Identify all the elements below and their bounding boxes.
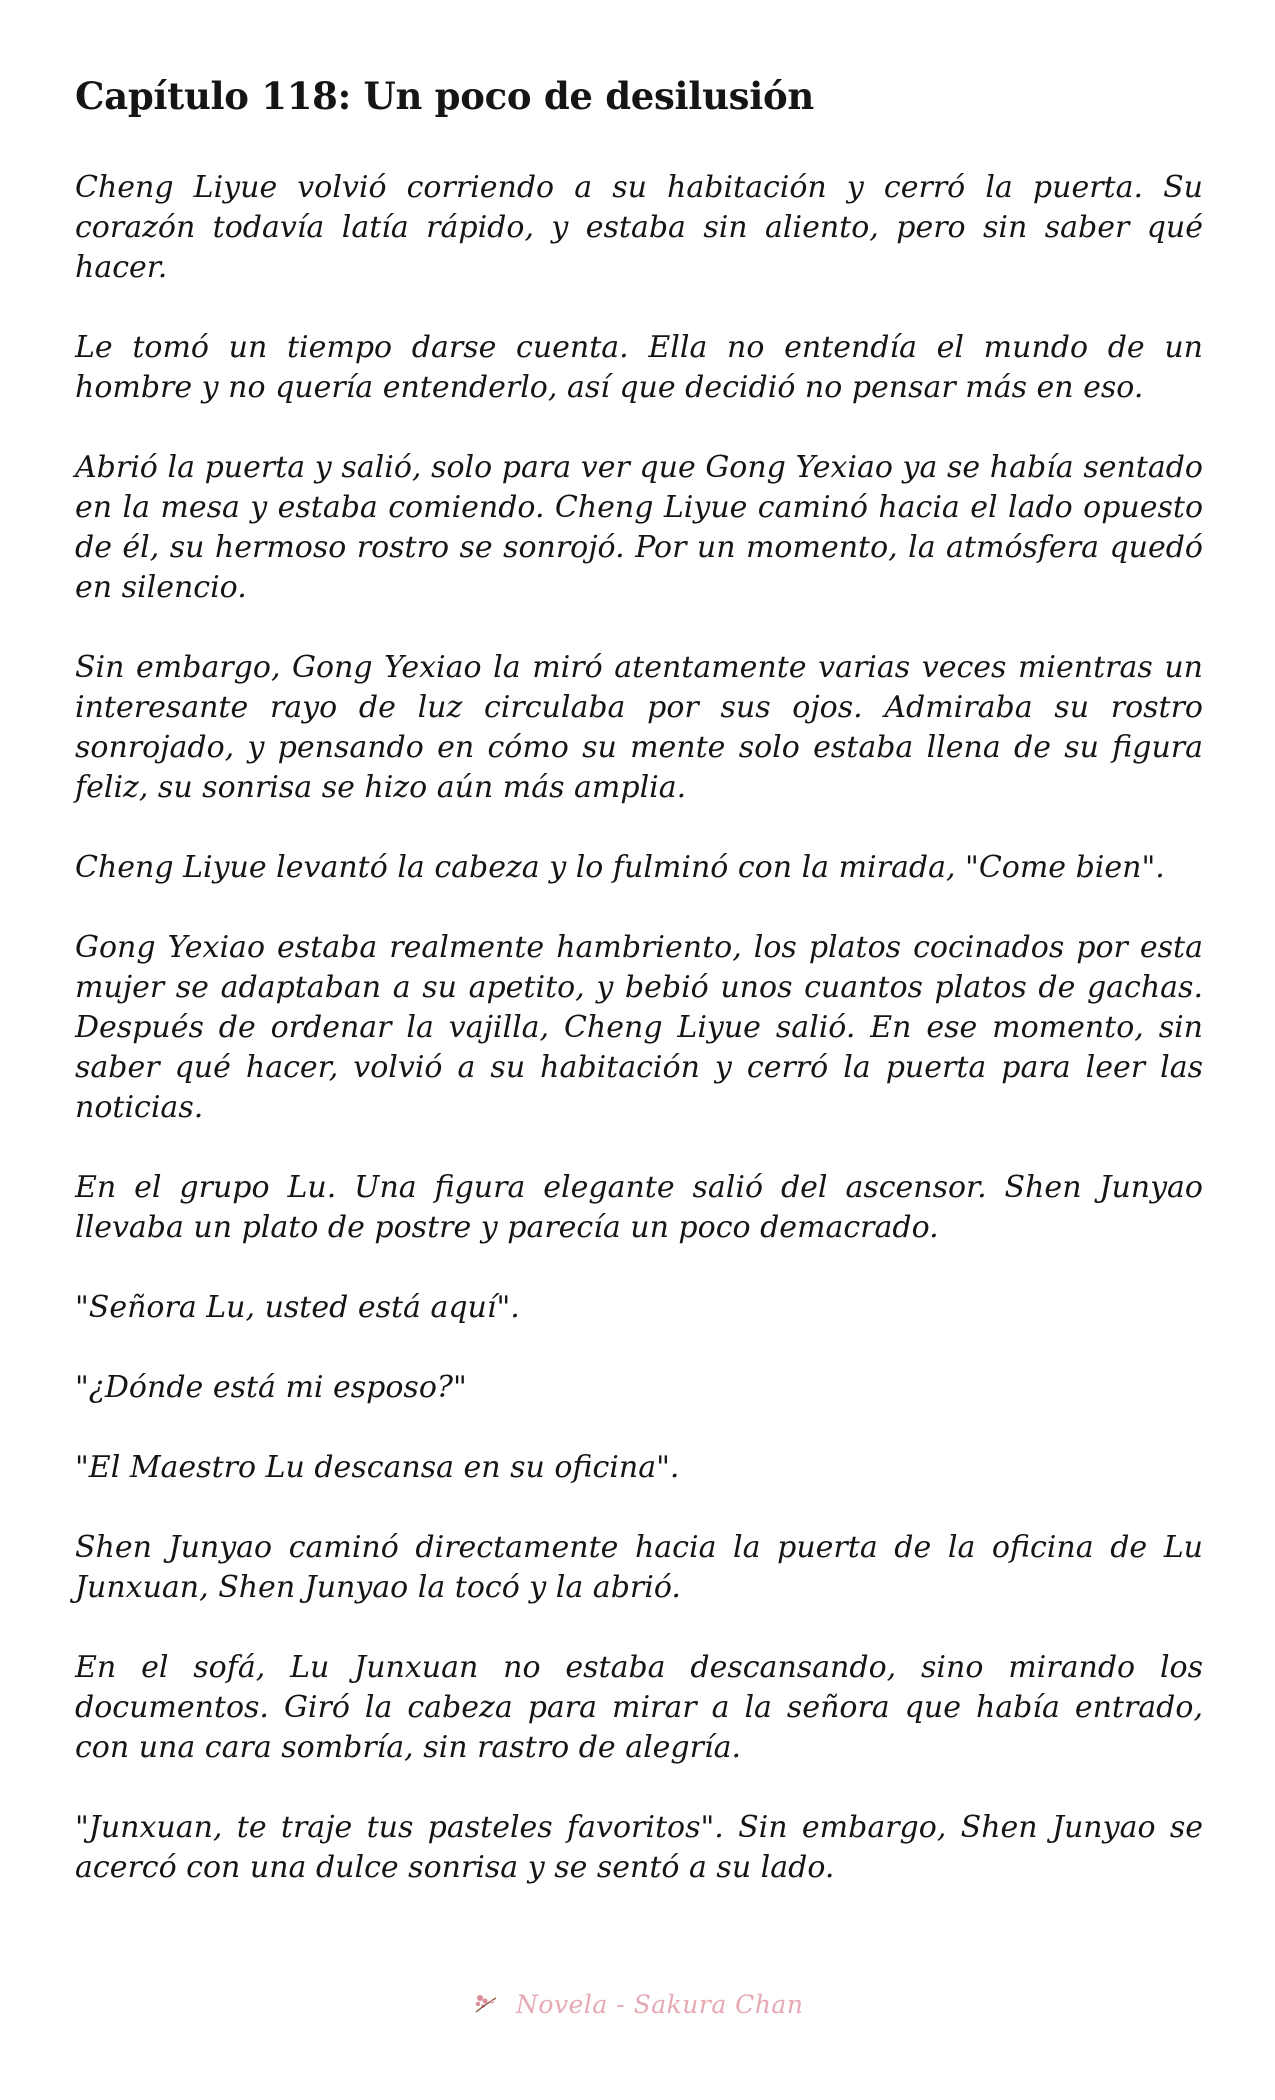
paragraph-10: "El Maestro Lu descansa en su oficina". xyxy=(75,1450,680,1485)
paragraph-13: "Junxuan, te traje tus pasteles favoritos". Sin embargo, Shen Junyao se acercó con una dulce sonrisa y se sentó a su lado. xyxy=(75,1810,1203,1885)
document-page xyxy=(75,70,1203,1928)
chapter-title: Capítulo 118: Un poco de desilusión xyxy=(75,74,814,118)
watermark-text: Novela - Sakura Chan xyxy=(516,1990,804,2019)
watermark xyxy=(0,1990,1275,2022)
sakura-flower-icon xyxy=(472,1992,502,2022)
paragraph-2: Le tomó un tiempo darse cuenta. Ella no entendía el mundo de un hombre y no quería entenderlo, así que decidió no pensar más en eso. xyxy=(75,330,1203,405)
paragraph-7: En el grupo Lu. Una figura elegante salió del ascensor. Shen Junyao llevaba un plato de postre y parecía un poco demacrado. xyxy=(75,1170,1203,1245)
paragraph-4: Sin embargo, Gong Yexiao la miró atentamente varias veces mientras un interesante rayo de luz circulaba por sus ojos. Admiraba su rostro sonrojado, y pensando en cómo su mente solo estaba llena de su figura feliz, su sonrisa se hizo aún más amplia. xyxy=(75,650,1203,805)
paragraph-6: Gong Yexiao estaba realmente hambriento, los platos cocinados por esta mujer se adaptaban a su apetito, y bebió unos cuantos platos de gachas. Después de ordenar la vajilla, Cheng Liyue salió. En ese momento, sin saber qué hacer, volvió a su habitación y cerró la puerta para leer las noticias. xyxy=(75,930,1203,1125)
paragraph-8: "Señora Lu, usted está aquí". xyxy=(75,1290,520,1325)
paragraph-9: "¿Dónde está mi esposo?" xyxy=(75,1370,467,1405)
paragraph-11: Shen Junyao caminó directamente hacia la puerta de la oficina de Lu Junxuan, Shen Junyao la tocó y la abrió. xyxy=(75,1530,1203,1605)
paragraph-3: Abrió la puerta y salió, solo para ver que Gong Yexiao ya se había sentado en la mesa y estaba comiendo. Cheng Liyue caminó hacia el lado opuesto de él, su hermoso rostro se sonrojó. Por un momento, la atmósfera quedó en silencio. xyxy=(75,450,1203,605)
paragraph-5: Cheng Liyue levantó la cabeza y lo fulminó con la mirada, "Come bien". xyxy=(75,850,1165,885)
paragraph-1: Cheng Liyue volvió corriendo a su habitación y cerró la puerta. Su corazón todavía latía rápido, y estaba sin aliento, pero sin saber qué hacer. xyxy=(75,170,1203,285)
paragraph-12: En el sofá, Lu Junxuan no estaba descansando, sino mirando los documentos. Giró la cabeza para mirar a la señora que había entrado, con una cara sombría, sin rastro de alegría. xyxy=(75,1650,1203,1765)
